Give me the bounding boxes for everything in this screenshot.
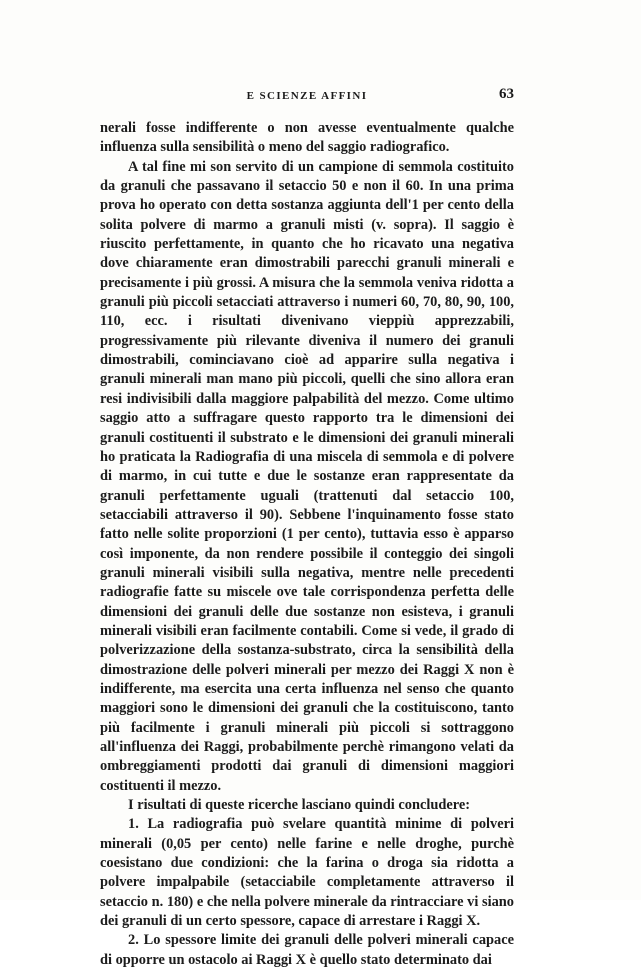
page-header bbox=[100, 86, 514, 106]
running-title: E SCIENZE AFFINI bbox=[246, 90, 368, 102]
list-item-conclusion-1: 1. La radiografia può svelare quantità minime di polveri minerali (0,05 per cento) nelle farine e nelle droghe, purchè coesistano due condizioni: che la farina o droga sia ridotta a polvere impalpabile (setacciabile completamente attraverso il setaccio n. 180) e che nella polvere minerale da rintracciare vi siano dei granuli di un certo spessore, capace di arrestare i Raggi X. bbox=[100, 816, 514, 930]
page-number: 63 bbox=[499, 86, 514, 102]
paragraph: A tal fine mi son servito di un campione di semmola costituito da granuli che passavano il setaccio 50 e non il 60. In una prima prova ho operato con detta sostanza aggiunta dell'1 per cento della solita polvere di marmo a granuli misti (v. sopra). Il saggio è riuscito perfettamente, in quanto che ho ricavato una negativa dove chiaramente eran dimostrabili parecchi granuli minerali e precisamente i più grossi. A misura che la semmola veniva ridotta a granuli più piccoli setacciati attraverso i numeri 60, 70, 80, 90, 100, 110, ecc. i risultati divenivano vieppiù apprezzabili, progressivamente più rilevante diveniva il numero dei granuli dimostrabili, cominciavano cioè ad apparire sulla negativa i granuli minerali man mano più piccoli, quelli che sino allora eran resi indivisibili dalla maggiore palpabilità del mezzo. Come ultimo saggio atto a suffragare questo rapporto tra le dimensioni dei granuli costituenti il substrato e le dimensioni dei granuli minerali ho praticata la Radiografia di una miscela di semmola e di polvere di marmo, in cui tutte e due le sostanze eran rappresentate da granuli perfettamente uguali (trattenuti dal setaccio 100, setacciabili attraverso il 90). Sebbene l'inquinamento fosse stato fatto nelle solite proporzioni (1 per cento), tuttavia esso è apparso così imponente, da non rendere possibile il conteggio dei singoli granuli minerali visibili sulla negativa, mentre nelle precedenti radiografie fatte su miscele ove tale corrispondenza perfetta delle dimensioni dei granuli delle due sostanze non esisteva, i granuli minerali visibili eran facilmente contabili. Come si vede, il grado di polverizzazione della sostanza-substrato, circa la sensibilità della dimostrazione delle polveri minerali per mezzo dei Raggi X non è indifferente, ma esercita una certa influenza nel senso che quanto maggiori sono le dimensioni dei granuli che la costituiscono, tanto più facilmente i granuli minerali più piccoli si sottraggono all'influenza dei Raggi, probabilmente perchè rimangono velati da ombreggiamenti prodotti dai granuli di dimensioni maggiori costituenti il mezzo. bbox=[100, 158, 514, 794]
list-item-conclusion-2: 2. Lo spessore limite dei granuli delle polveri minerali capace di opporre un ostacolo ai Raggi X è quello stato determinato dai bbox=[100, 932, 514, 968]
paragraph-continuation: nerali fosse indifferente o non avesse eventualmente qualche influenza sulla sensibilità o meno del saggio radiografico. bbox=[100, 120, 514, 156]
paragraph-conclusion-intro: I risultati di queste ricerche lasciano quindi concludere: bbox=[128, 797, 471, 814]
body-text bbox=[100, 119, 514, 970]
